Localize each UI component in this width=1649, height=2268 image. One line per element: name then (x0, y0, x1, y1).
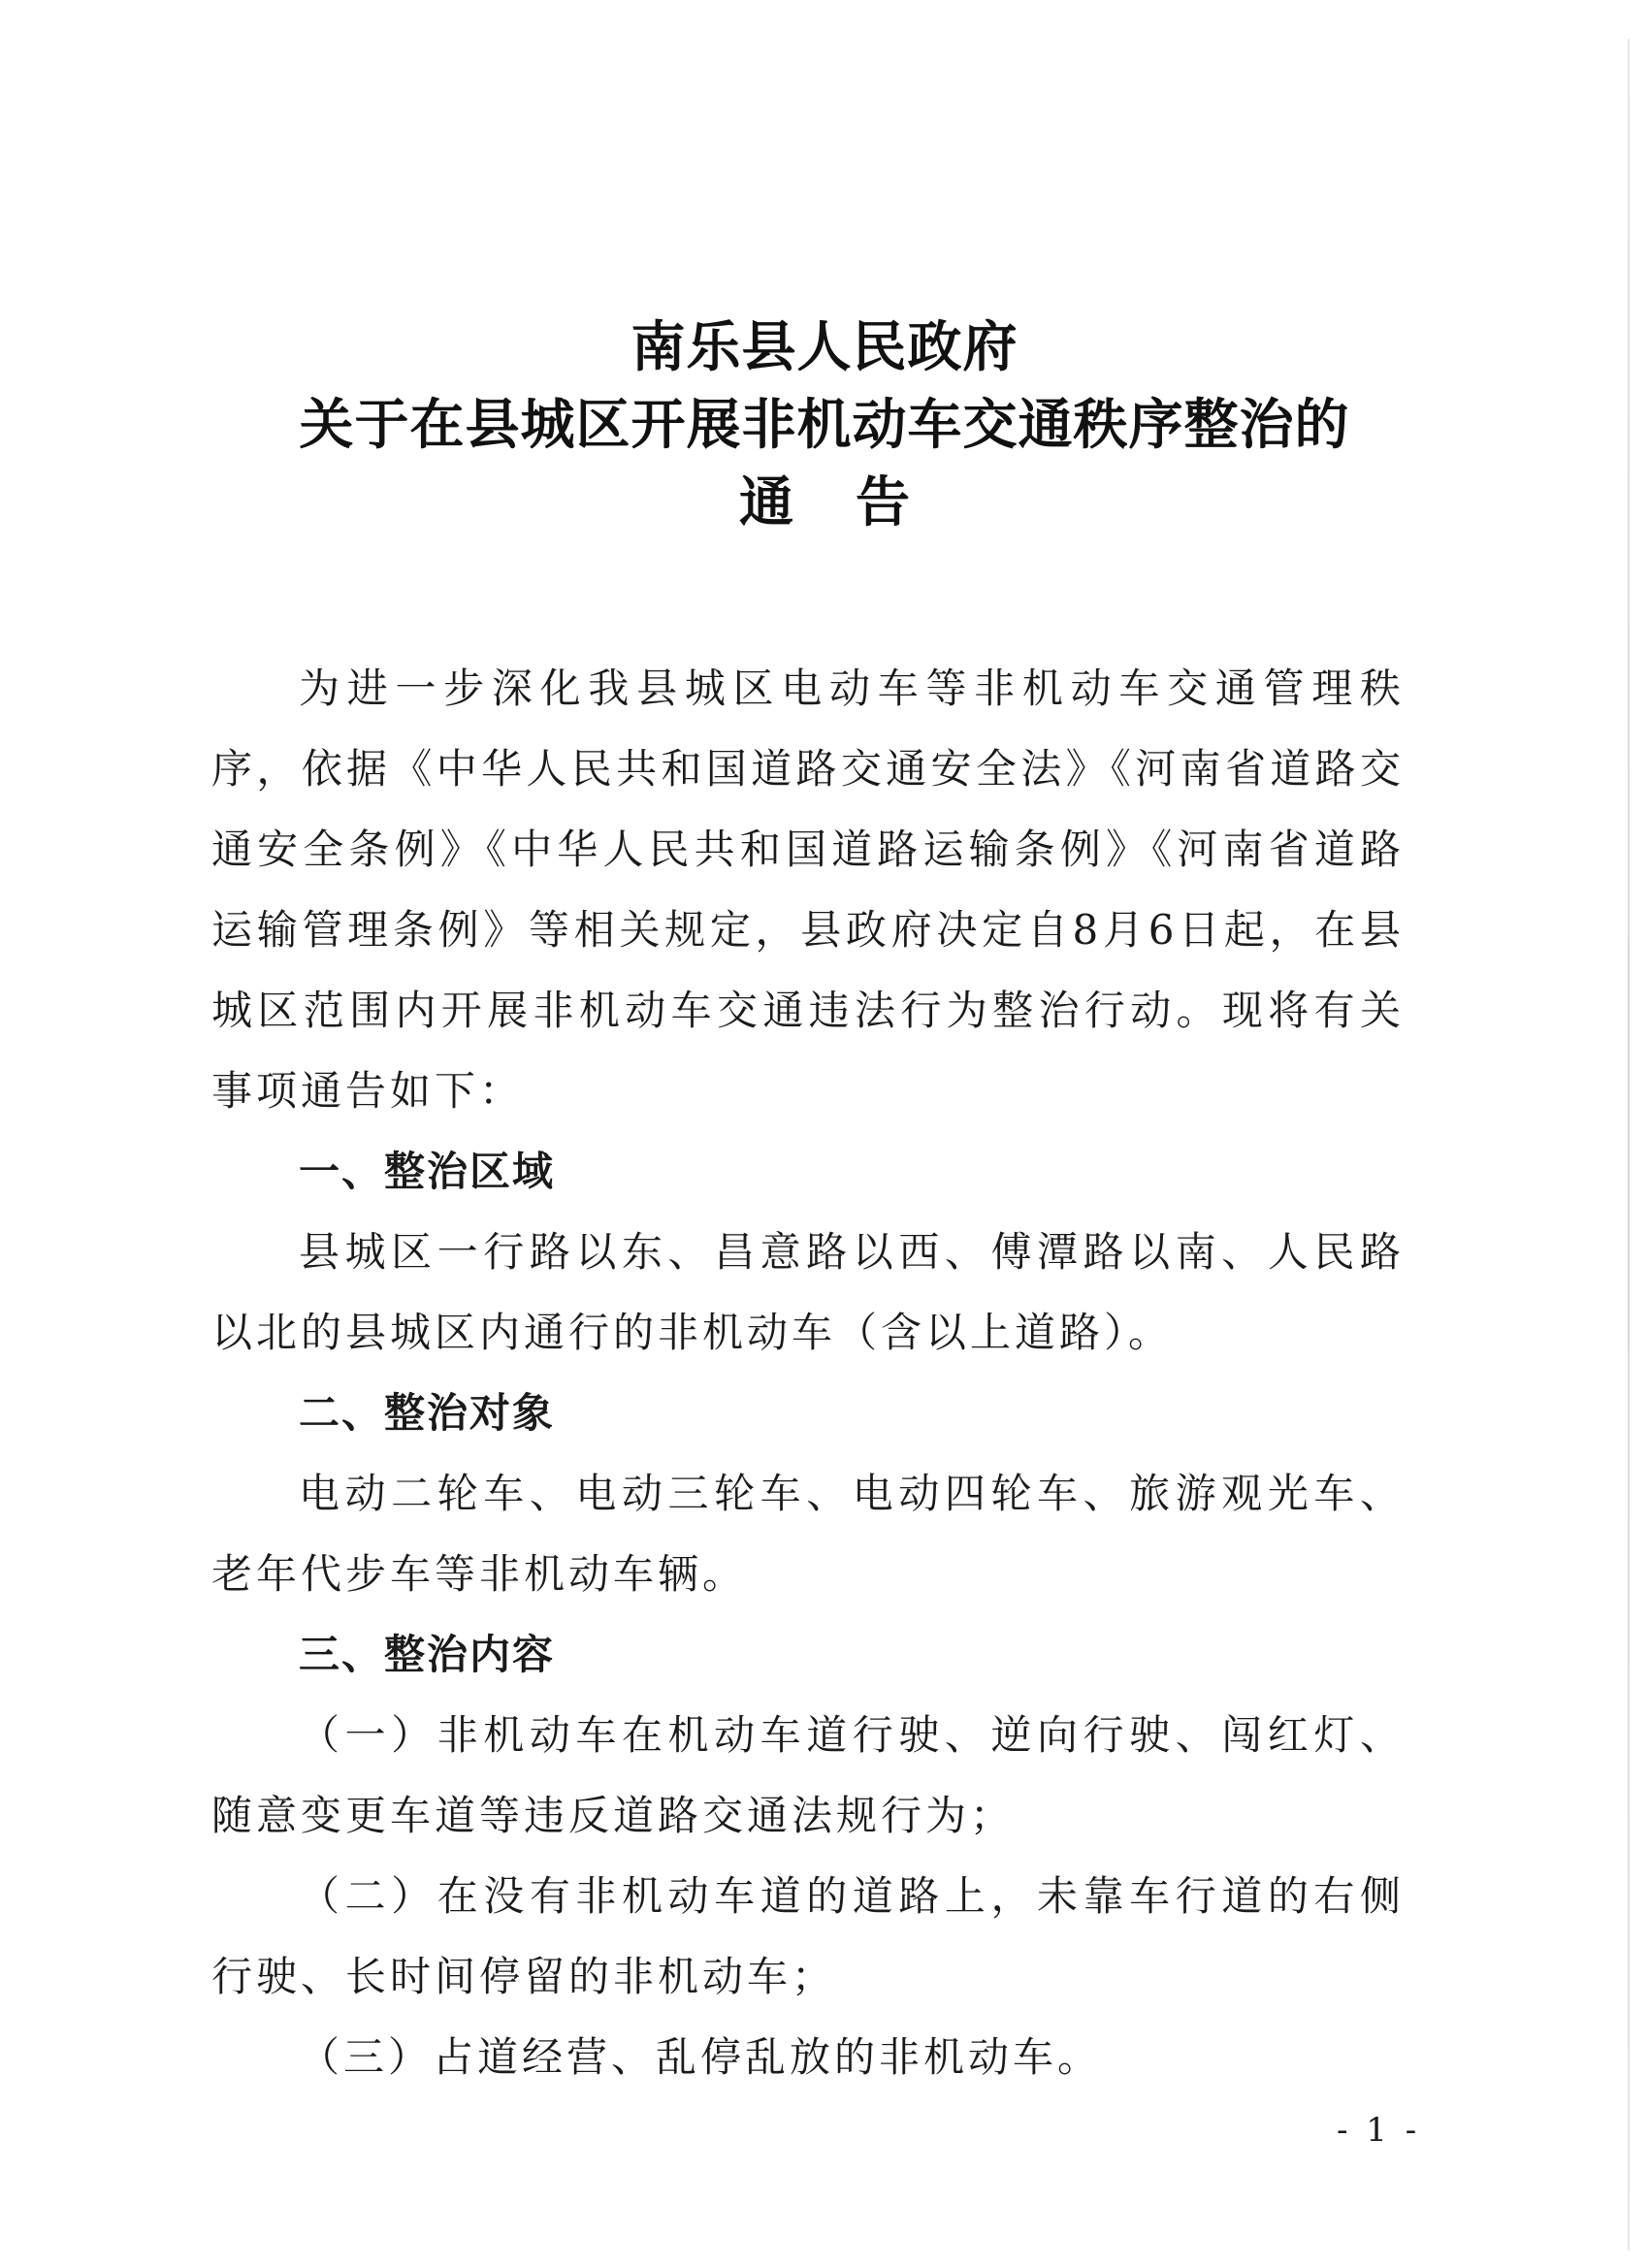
intro-paragraph: 为进一步深化我县城区电动车等非机动车交通管理秩序，依据《中华人民共和国道路交通安全法》《河南省道路交通安全条例》《中华人民共和国道路运输条例》《河南省道路运输管理条例》等相关规定，县政府决定自8月6日起，在县城区范围内开展非机动车交通违法行为整治行动。现将有关事项通告如下： (211, 664, 1405, 1115)
section-area-paragraph: 县城区一行路以东、昌意路以西、傅潭路以南、人民路以北的县城区内通行的非机动车（含以上道路）。 (211, 1228, 1405, 1356)
section-targets-paragraph: 电动二轮车、电动三轮车、电动四轮车、旅游观光车、老年代步车等非机动车辆。 (211, 1470, 1405, 1598)
section-heading-targets: 二、整治对象 (299, 1389, 556, 1437)
page-number: - 1 - (1337, 2111, 1421, 2150)
document-title (0, 308, 1649, 541)
content-item-3: （三）占道经营、乱停乱放的非机动车。 (299, 2033, 1103, 2081)
content-item-1: （一）非机动车在机动车道行驶、逆向行驶、闯红灯、随意变更车道等违反道路交通法规行为； (211, 1711, 1405, 1839)
section-heading-area: 一、整治区域 (299, 1148, 556, 1195)
title-line-subject: 关于在县城区开展非机动车交通秩序整治的 (299, 393, 1350, 457)
content-item-2: （二）在没有非机动车道的道路上，未靠车行道的右侧行驶、长时间停留的非机动车； (211, 1872, 1405, 2000)
title-line-notice: 通告 (739, 470, 972, 535)
document-body (211, 648, 1405, 2097)
title-line-issuer: 南乐县人民政府 (630, 315, 1018, 379)
section-heading-content: 三、整治内容 (299, 1631, 556, 1678)
